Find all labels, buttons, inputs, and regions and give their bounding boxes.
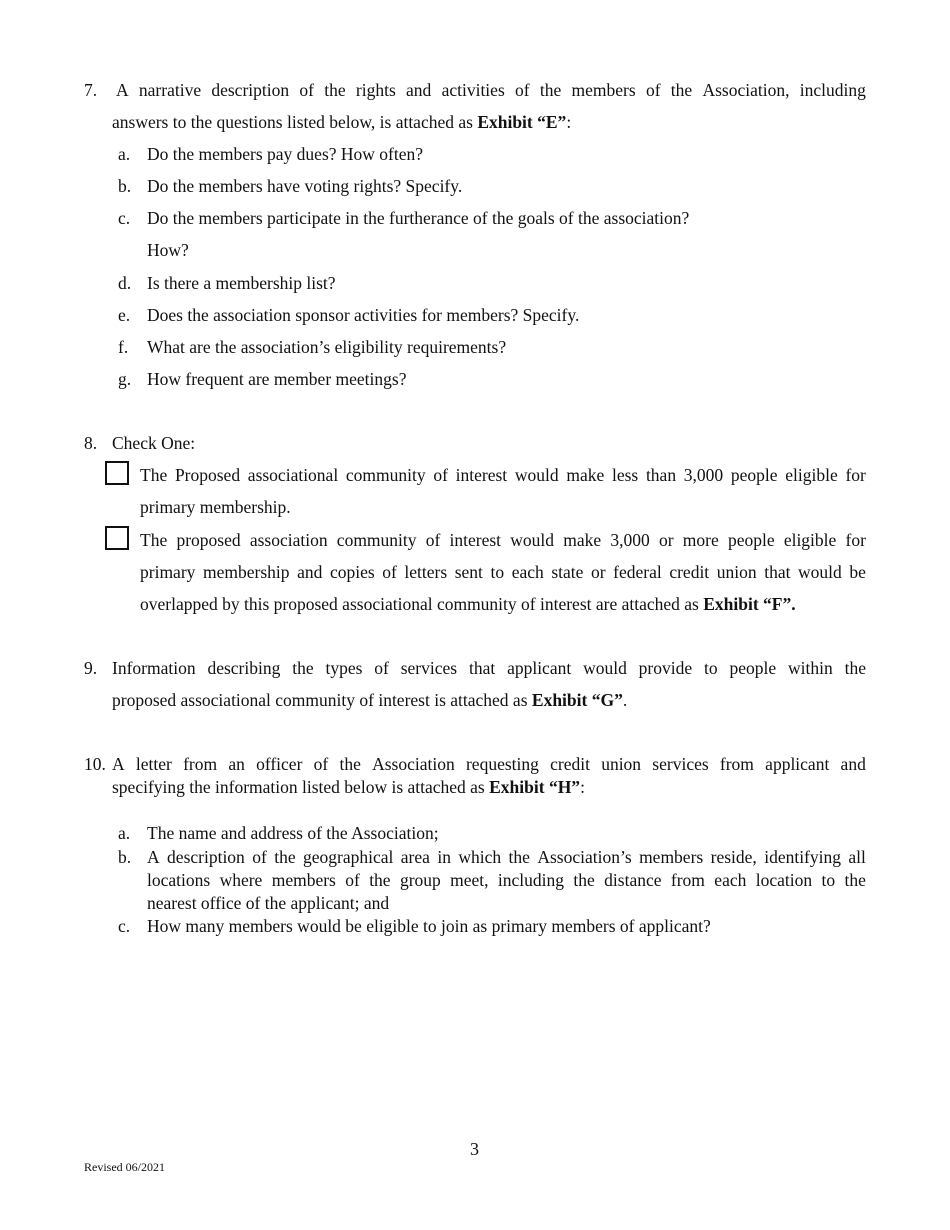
word: community [345, 465, 426, 485]
word: identifying [764, 847, 841, 867]
word: location [755, 870, 813, 890]
word: would [514, 465, 559, 485]
word: people [730, 465, 778, 485]
word: or [658, 530, 674, 550]
word: associational [247, 465, 339, 485]
word: the [670, 80, 693, 100]
item-10c-text: How many members would be eligible to join as primary members of applicant? [147, 916, 711, 936]
word: services [400, 658, 458, 678]
word: members [571, 80, 636, 100]
word: and [297, 562, 323, 582]
word: for [845, 530, 866, 550]
option-2-line-1 [140, 529, 866, 551]
word: people [729, 658, 777, 678]
item-7d-letter: d. [118, 273, 132, 293]
word: the [339, 754, 361, 774]
item-7c-letter: c. [118, 208, 131, 228]
word: group [399, 870, 441, 890]
word: from [719, 754, 754, 774]
item-10b-letter: b. [118, 847, 132, 867]
word: area [400, 847, 430, 867]
word: the [274, 847, 296, 867]
word: of [313, 754, 329, 774]
word: proposed [176, 530, 241, 550]
word: of [425, 530, 441, 550]
word: and [840, 754, 866, 774]
word: or [591, 562, 606, 582]
word: make [566, 465, 605, 485]
item-7b-letter: b. [118, 176, 132, 196]
word: describing [207, 658, 281, 678]
word: eligible [785, 465, 838, 485]
word: activities [441, 80, 505, 100]
word: distance [604, 870, 662, 890]
word: of [645, 80, 661, 100]
word: applicant [507, 658, 572, 678]
word: A [112, 754, 125, 774]
word: would [798, 562, 842, 582]
word: credit [550, 754, 590, 774]
item-10-line-2: specifying the information listed below is attached as Exhibit “H”: [112, 777, 585, 797]
word: from [183, 754, 218, 774]
word: A [147, 847, 160, 867]
option-less-than-3000-checkbox[interactable] [105, 461, 129, 485]
word: the [369, 870, 391, 890]
word: types [325, 658, 363, 678]
item-7g-letter: g. [118, 369, 132, 389]
word: of [374, 658, 389, 678]
word: than [645, 465, 677, 485]
revision-footer: Revised 06/2021 [84, 1160, 165, 1174]
word: credit [669, 562, 710, 582]
word: to [704, 658, 718, 678]
option-3000-or-more-checkbox[interactable] [105, 526, 129, 550]
word: to [821, 870, 836, 890]
word: The [140, 465, 168, 485]
word: the [292, 658, 314, 678]
item-7f-text: What are the association’s eligibility requirements? [147, 337, 507, 357]
word: in [437, 847, 451, 867]
item-7-number: 7. [84, 80, 98, 100]
option-1-line-2: primary membership. [140, 497, 291, 517]
item-9-number: 9. [84, 658, 98, 678]
word: interest [455, 465, 508, 485]
word: union [601, 754, 642, 774]
word: including [799, 80, 866, 100]
word: provide [638, 658, 693, 678]
item-7c-continuation: How? [147, 240, 189, 260]
item-7f-letter: f. [118, 337, 129, 357]
word: membership [202, 562, 290, 582]
word: primary [140, 562, 196, 582]
item-7a-text: Do the members pay dues? How often? [147, 144, 424, 164]
word: that [764, 562, 791, 582]
word: make [563, 530, 602, 550]
word: members [271, 870, 336, 890]
word: interest [449, 530, 502, 550]
item-10-number: 10. [84, 754, 106, 774]
word: 3,000 [683, 465, 724, 485]
word: the [508, 847, 530, 867]
item-7a-letter: a. [118, 144, 131, 164]
word: of [345, 870, 360, 890]
word: people [727, 530, 775, 550]
word: meet, [450, 870, 489, 890]
word: union [716, 562, 757, 582]
word: locations [147, 870, 211, 890]
word: services [652, 754, 709, 774]
item-10c-letter: c. [118, 916, 131, 936]
word: Association’s [537, 847, 632, 867]
item-10b-line-2 [147, 869, 866, 891]
item-10b-line-3: nearest office of the applicant; and [147, 893, 390, 913]
word: the [844, 870, 866, 890]
word: all [848, 847, 866, 867]
exhibit-e-label: Exhibit “E” [477, 112, 567, 132]
word: of [433, 465, 448, 485]
word: the [573, 870, 595, 890]
word: Proposed [174, 465, 241, 485]
item-8-heading: Check One: [112, 433, 196, 453]
item-7e-text: Does the association sponsor activities for members? Specify. [147, 305, 580, 325]
word: copies [329, 562, 375, 582]
word: eligible [783, 530, 837, 550]
word: of [252, 847, 267, 867]
word: officer [256, 754, 303, 774]
word: within [788, 658, 833, 678]
item-10a-text: The name and address of the Association; [147, 823, 439, 843]
word: members [639, 847, 704, 867]
item-7e-letter: e. [118, 305, 131, 325]
item-10-line-1 [112, 753, 866, 775]
word: less [611, 465, 639, 485]
word: applicant [765, 754, 830, 774]
word: The [140, 530, 168, 550]
item-9-line-2: proposed associational community of interest is attached as Exhibit “G”. [112, 690, 628, 710]
exhibit-h-label: Exhibit “H” [489, 777, 581, 797]
word: which [458, 847, 502, 867]
option-2-line-2 [140, 561, 866, 583]
word: of [299, 80, 314, 100]
word: state [551, 562, 584, 582]
word: letter [135, 754, 172, 774]
item-7-line-1 [116, 79, 866, 101]
item-7-line-2: answers to the questions listed below, is attached as Exhibit “E”: [112, 112, 572, 132]
exhibit-f-label: Exhibit “F”. [703, 594, 796, 614]
word: be [849, 562, 866, 582]
item-7b-text: Do the members have voting rights? Specify. [147, 176, 463, 196]
word: A [116, 80, 129, 100]
word: reside, [710, 847, 757, 867]
word: that [468, 658, 496, 678]
item-7d-text: Is there a membership list? [147, 273, 336, 293]
word: letters [404, 562, 448, 582]
page-number: 3 [470, 1139, 479, 1159]
word: to [490, 562, 505, 582]
word: requesting [465, 754, 539, 774]
item-9-line-1 [112, 657, 866, 679]
item-10b-line-1 [147, 846, 866, 868]
word: of [515, 80, 530, 100]
word: Information [112, 658, 196, 678]
word: where [219, 870, 263, 890]
word: description [167, 847, 245, 867]
item-10a-letter: a. [118, 823, 131, 843]
word: and [406, 80, 432, 100]
word: the [324, 80, 346, 100]
word: more [682, 530, 719, 550]
exhibit-g-label: Exhibit “G” [531, 690, 623, 710]
word: description [211, 80, 290, 100]
word: narrative [138, 80, 202, 100]
word: from [670, 870, 705, 890]
word: for [845, 465, 866, 485]
word: an [228, 754, 245, 774]
item-7c-text: Do the members participate in the furtherance of the goals of the association? [147, 208, 690, 228]
word: 3,000 [610, 530, 650, 550]
word: rights [355, 80, 396, 100]
word: the [539, 80, 562, 100]
word: the [844, 658, 866, 678]
word: geographical [303, 847, 394, 867]
item-8-number: 8. [84, 433, 98, 453]
word: of [382, 562, 397, 582]
word: association [249, 530, 328, 550]
item-7g-text: How frequent are member meetings? [147, 369, 407, 389]
word: including [497, 870, 565, 890]
option-2-line-3: overlapped by this proposed associational community of interest are attached as Exhibit “F”. [140, 594, 796, 614]
word: Association, [702, 80, 790, 100]
word: each [714, 870, 747, 890]
word: community [336, 530, 417, 550]
word: each [511, 562, 544, 582]
word: would [583, 658, 627, 678]
word: federal [613, 562, 662, 582]
option-1-line-1 [140, 464, 866, 486]
word: would [510, 530, 555, 550]
word: sent [454, 562, 483, 582]
word: Association [372, 754, 455, 774]
